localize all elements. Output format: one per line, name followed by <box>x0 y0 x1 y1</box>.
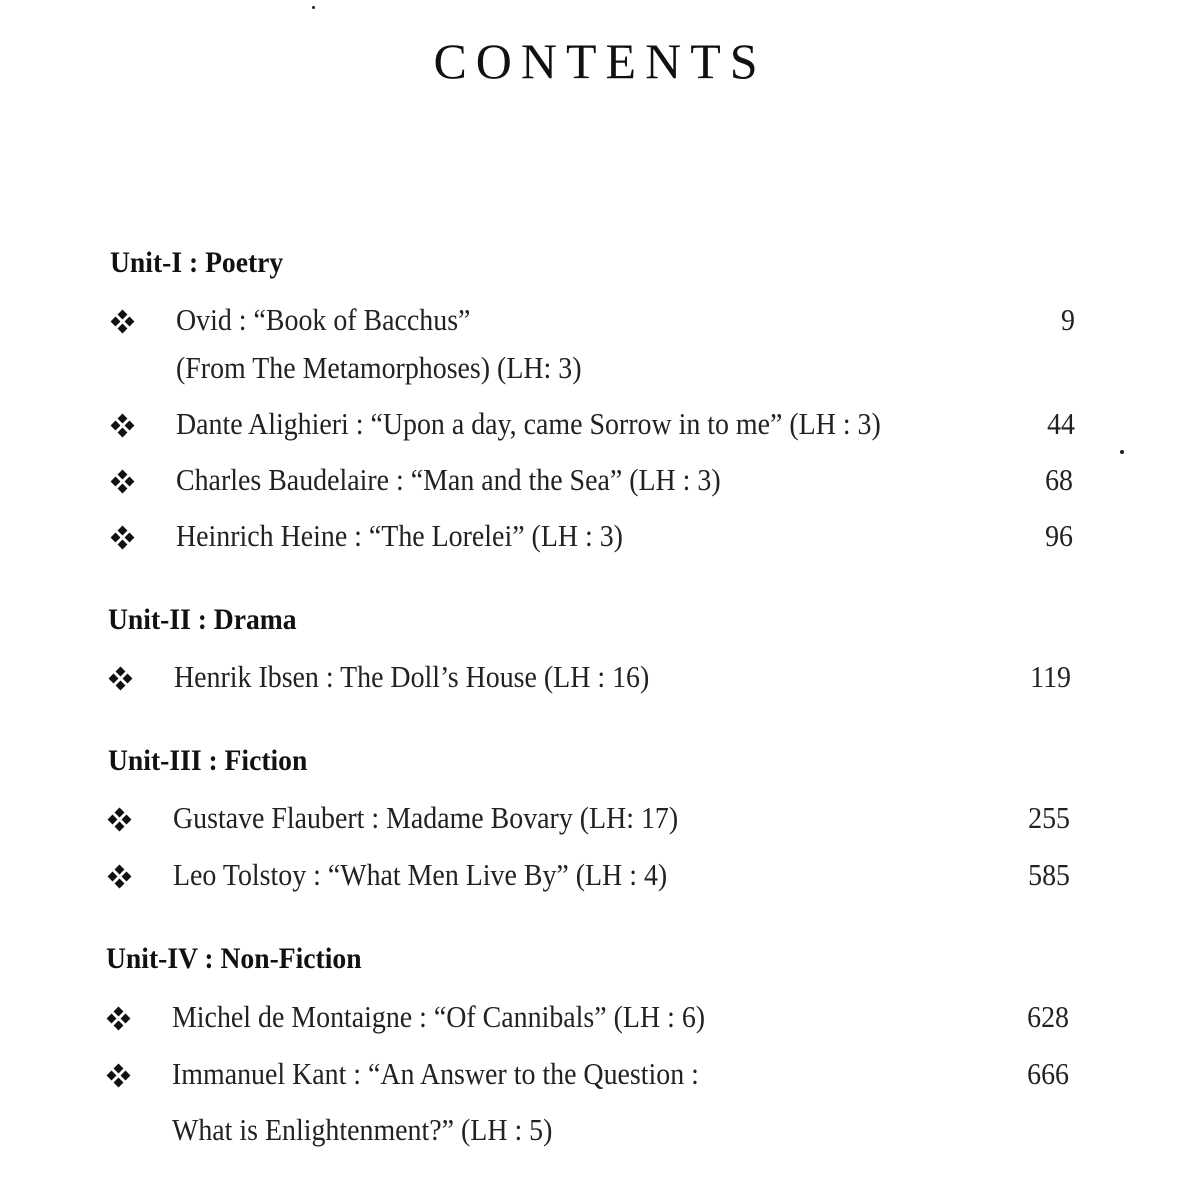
toc-entry <box>0 800 1200 840</box>
toc-entry <box>0 999 1200 1039</box>
entry-title: Gustave Flaubert : Madame Bovary (LH: 17) <box>173 800 679 835</box>
page-title: CONTENTS <box>433 33 767 89</box>
page-number: 255 <box>1028 800 1070 835</box>
diamond-bullet-icon <box>108 1008 130 1030</box>
toc-entry <box>0 659 1200 699</box>
entry-title: Immanuel Kant : “An Answer to the Question : <box>172 1056 699 1091</box>
entry-title: Michel de Montaigne : “Of Cannibals” (LH : 6) <box>172 999 706 1034</box>
toc-entry <box>0 857 1200 897</box>
entry-title-continued: (From The Metamorphoses) (LH: 3) <box>176 350 582 385</box>
entry-title: Henrik Ibsen : The Doll’s House (LH : 16) <box>174 659 650 694</box>
entry-title-continued: What is Enlightenment?” (LH : 5) <box>172 1112 553 1147</box>
page-number: 96 <box>1045 518 1073 553</box>
toc-entry <box>0 1056 1200 1146</box>
page-number: 666 <box>1027 1056 1069 1091</box>
diamond-bullet-icon <box>112 311 134 333</box>
diamond-bullet-icon <box>112 415 134 437</box>
entry-title: Dante Alighieri : “Upon a day, came Sorrow in to me” (LH : 3) <box>176 406 881 441</box>
print-speck <box>1120 450 1124 454</box>
page-number: 44 <box>1047 406 1075 441</box>
toc-entry <box>0 406 1200 446</box>
page-number: 628 <box>1027 999 1069 1034</box>
page-number: 119 <box>1030 659 1071 694</box>
toc-entry <box>0 518 1200 558</box>
page-number: 68 <box>1045 462 1073 497</box>
toc-entry <box>0 462 1200 502</box>
diamond-bullet-icon <box>108 1065 130 1087</box>
unit-heading: Unit-IV : Non-Fiction <box>106 942 362 975</box>
entry-title: Heinrich Heine : “The Lorelei” (LH : 3) <box>176 518 623 553</box>
entry-title: Charles Baudelaire : “Man and the Sea” (LH : 3) <box>176 462 721 497</box>
diamond-bullet-icon <box>110 668 132 690</box>
page-number: 585 <box>1028 857 1070 892</box>
diamond-bullet-icon <box>112 471 134 493</box>
print-speck <box>312 6 315 9</box>
unit-heading: Unit-II : Drama <box>108 603 297 636</box>
unit-heading: Unit-III : Fiction <box>108 744 308 777</box>
diamond-bullet-icon <box>112 527 134 549</box>
entry-title: Leo Tolstoy : “What Men Live By” (LH : 4) <box>173 857 668 892</box>
entry-title: Ovid : “Book of Bacchus” <box>176 302 471 337</box>
diamond-bullet-icon <box>109 809 131 831</box>
toc-entry <box>0 302 1200 392</box>
unit-heading: Unit-I : Poetry <box>110 246 284 279</box>
page-number: 9 <box>1061 302 1075 337</box>
diamond-bullet-icon <box>109 866 131 888</box>
